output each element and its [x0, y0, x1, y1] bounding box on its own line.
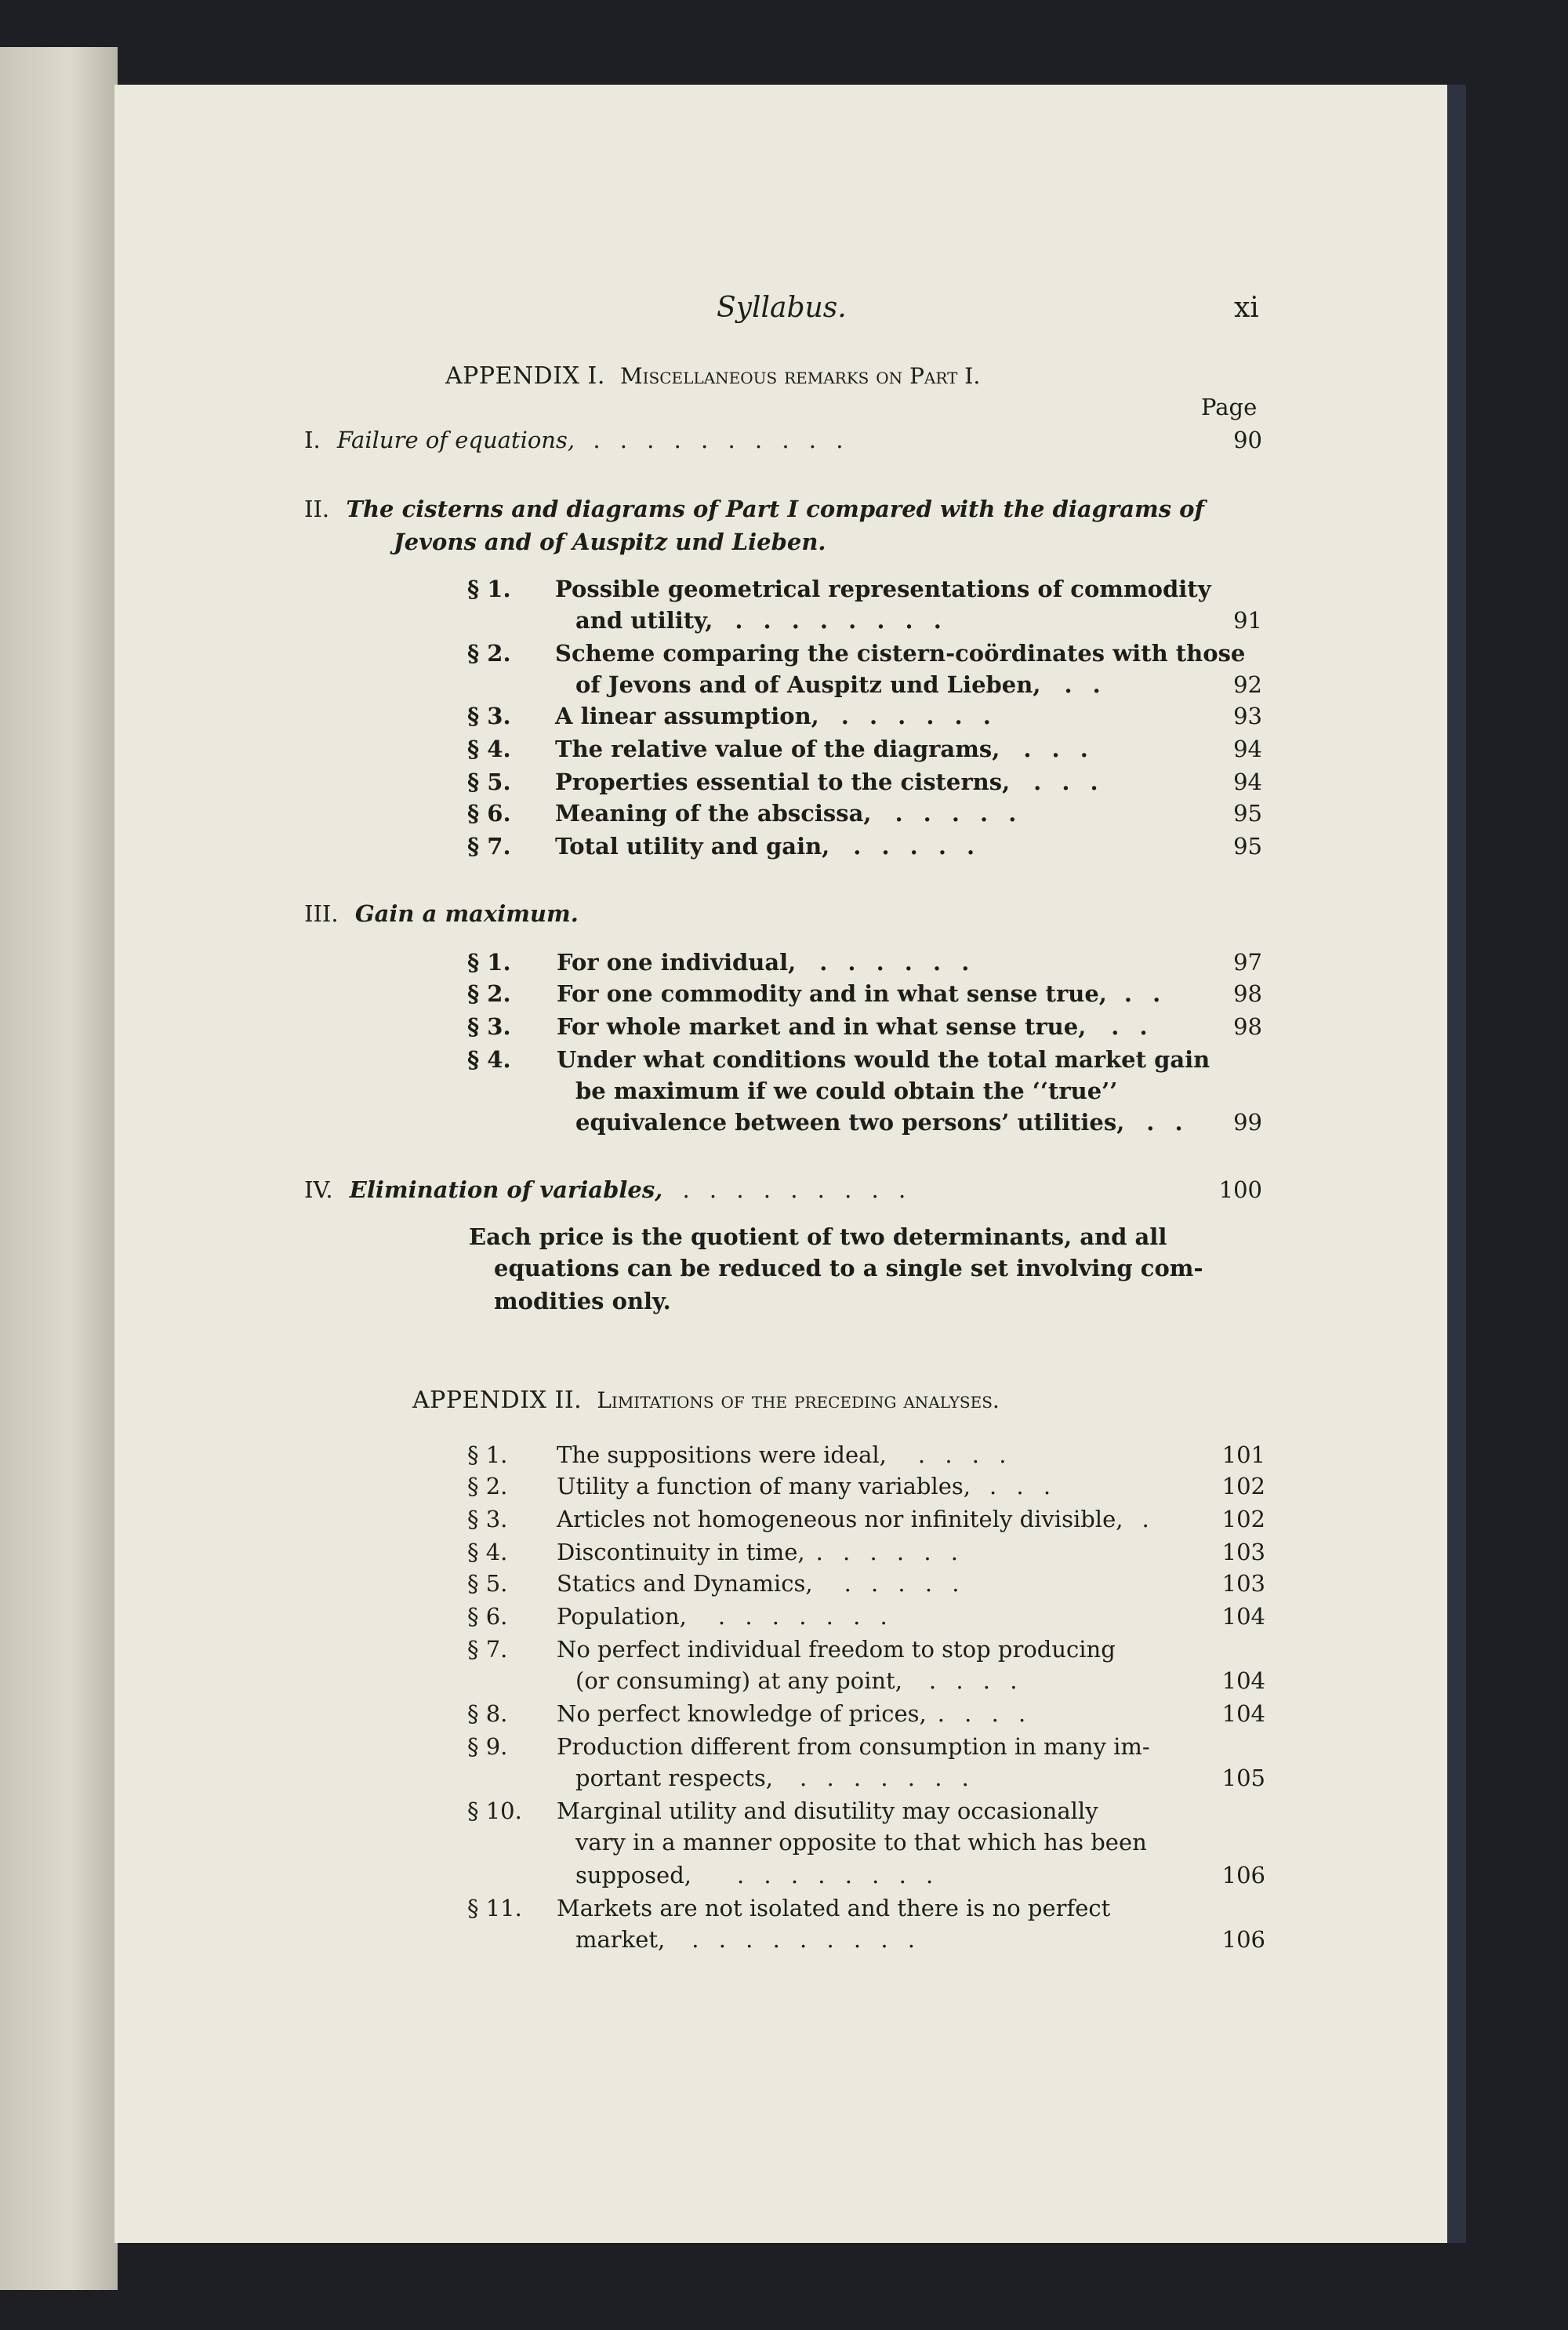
- item-text: Markets are not isolated and there is no perfect: [557, 1895, 1111, 1921]
- item-sec: § 10.: [467, 1797, 522, 1824]
- page-number: 98: [1233, 1013, 1262, 1040]
- section-3-entry: III. Gain a maximum.: [304, 900, 579, 927]
- page-number: 101: [1221, 1441, 1265, 1468]
- item-sec: § 9.: [467, 1733, 508, 1760]
- item-text: Marginal utility and disutility may occasionally: [557, 1797, 1098, 1824]
- item-text: Possible geometrical representations of commodity: [555, 576, 1211, 602]
- item-text: The suppositions were ideal, . . . .: [557, 1441, 1013, 1468]
- item-text: Population, . . . . . . .: [557, 1603, 894, 1630]
- item-text: Utility a function of many variables, . . .: [557, 1473, 1058, 1499]
- item-text: and utility, . . . . . . . .: [575, 607, 948, 634]
- appendix-2-title: Limitations of the preceding analyses.: [597, 1387, 1000, 1413]
- item-sec: § 4.: [467, 736, 511, 762]
- item-text: Discontinuity in time, . . . . . .: [557, 1539, 964, 1565]
- item-text: Articles not homogeneous nor infinitely divisible, .: [557, 1506, 1149, 1532]
- page-number: 91: [1233, 607, 1262, 634]
- page-number: 94: [1233, 736, 1262, 762]
- item-sec: § 6.: [467, 1603, 508, 1630]
- page-column-label: Page: [1201, 394, 1258, 420]
- item-text: For one individual, . . . . . .: [557, 949, 976, 976]
- section-4-entry: IV. Elimination of variables, . . . . . . . . .: [304, 1176, 913, 1203]
- item-sec: § 2.: [467, 640, 511, 667]
- section-4-note-line3: modities only.: [494, 1288, 671, 1314]
- page-number: 103: [1221, 1539, 1265, 1565]
- page-number: 105: [1221, 1765, 1265, 1791]
- item-text: market, . . . . . . . . .: [575, 1926, 921, 1953]
- item-text: Properties essential to the cisterns, . . .: [555, 769, 1105, 795]
- item-text: Statics and Dynamics, . . . . .: [557, 1570, 966, 1597]
- item-sec: § 7.: [467, 833, 511, 860]
- section-4-note-line2: equations can be reduced to a single set involving com-: [494, 1255, 1203, 1281]
- item-text: The relative value of the diagrams, . . .: [555, 736, 1094, 762]
- page-number: 102: [1221, 1506, 1265, 1532]
- item-sec: § 1.: [467, 576, 511, 602]
- item-text: supposed, . . . . . . . .: [575, 1862, 940, 1888]
- item-sec: § 4.: [467, 1046, 511, 1073]
- page-number: 97: [1233, 949, 1262, 976]
- page-number: 106: [1221, 1926, 1265, 1953]
- page-number: 100: [1218, 1176, 1262, 1203]
- page-number: 99: [1233, 1109, 1262, 1136]
- item-sec: § 5.: [467, 769, 511, 795]
- item-text: vary in a manner opposite to that which has been: [575, 1829, 1147, 1856]
- item-text: (or consuming) at any point, . . . .: [575, 1667, 1024, 1694]
- item-text: portant respects, . . . . . . .: [575, 1765, 975, 1791]
- page-number: 104: [1221, 1603, 1265, 1630]
- item-text: Meaning of the abscissa, . . . . .: [555, 800, 1023, 827]
- page-number: 104: [1221, 1700, 1265, 1727]
- item-sec: § 2.: [467, 980, 511, 1007]
- item-text: A linear assumption, . . . . . .: [555, 703, 997, 729]
- page-number: 90: [1233, 427, 1262, 453]
- item-text: No perfect individual freedom to stop producing: [557, 1636, 1116, 1663]
- page-number: 95: [1233, 800, 1262, 827]
- item-text: of Jevons and of Auspitz und Lieben, . .: [575, 671, 1107, 698]
- dot-leader: . . . . . . . . .: [682, 1176, 913, 1203]
- appendix-2-heading: [412, 1387, 1000, 1414]
- item-sec: § 3.: [467, 1506, 508, 1532]
- item-sec: § 8.: [467, 1700, 508, 1727]
- item-sec: § 7.: [467, 1636, 508, 1663]
- item-text: Under what conditions would the total market gain: [557, 1046, 1210, 1073]
- page-number: 92: [1233, 671, 1262, 698]
- item-text: be maximum if we could obtain the ‘‘true’’: [575, 1078, 1118, 1104]
- page-folio: xi: [1234, 292, 1259, 324]
- item-sec: § 3.: [467, 1013, 511, 1040]
- item-sec: § 1.: [467, 949, 511, 976]
- appendix-1-heading: [445, 362, 980, 390]
- item-text: For one commodity and in what sense true, . .: [557, 980, 1167, 1007]
- section-2-title-line2: Jevons and of Auspitz und Lieben.: [394, 529, 826, 555]
- item-sec: § 4.: [467, 1539, 508, 1565]
- page-number: 104: [1221, 1667, 1265, 1694]
- page-number: 98: [1233, 980, 1262, 1007]
- item-text: Production different from consumption in many im-: [557, 1733, 1150, 1760]
- section-1-entry: I. Failure of equations, . . . . . . . . . .: [304, 427, 850, 453]
- item-sec: § 2.: [467, 1473, 508, 1499]
- item-text: Total utility and gain, . . . . .: [555, 833, 982, 860]
- item-sec: § 11.: [467, 1895, 522, 1921]
- item-text: Scheme comparing the cistern-coördinates with those: [555, 640, 1246, 667]
- item-text: equivalence between two persons’ utilities, . .: [575, 1109, 1189, 1136]
- item-sec: § 3.: [467, 703, 511, 729]
- book-cover-edge: [1447, 85, 1466, 2243]
- page-number: 94: [1233, 769, 1262, 795]
- previous-page-edge: [0, 47, 118, 2290]
- section-4-note-line1: Each price is the quotient of two determinants, and all: [469, 1223, 1167, 1250]
- running-title: Syllabus.: [717, 292, 847, 324]
- page-number: 103: [1221, 1570, 1265, 1597]
- page-number: 106: [1221, 1862, 1265, 1888]
- item-text: No perfect knowledge of prices, . . . .: [557, 1700, 1033, 1727]
- item-text: For whole market and in what sense true, . .: [557, 1013, 1154, 1040]
- appendix-1-number: APPENDIX I.: [445, 362, 605, 390]
- item-sec: § 5.: [467, 1570, 508, 1597]
- dot-leader: . . . . . . . . . .: [593, 427, 850, 453]
- section-2-entry: II. The cisterns and diagrams of Part I compared with the diagrams of: [304, 496, 1204, 522]
- item-sec: § 1.: [467, 1441, 508, 1468]
- page-number: 95: [1233, 833, 1262, 860]
- page-number: 93: [1233, 703, 1262, 729]
- appendix-2-number: APPENDIX II.: [412, 1387, 583, 1414]
- item-sec: § 6.: [467, 800, 511, 827]
- appendix-1-title: Miscellaneous remarks on Part I.: [619, 363, 981, 389]
- page-number: 102: [1221, 1473, 1265, 1499]
